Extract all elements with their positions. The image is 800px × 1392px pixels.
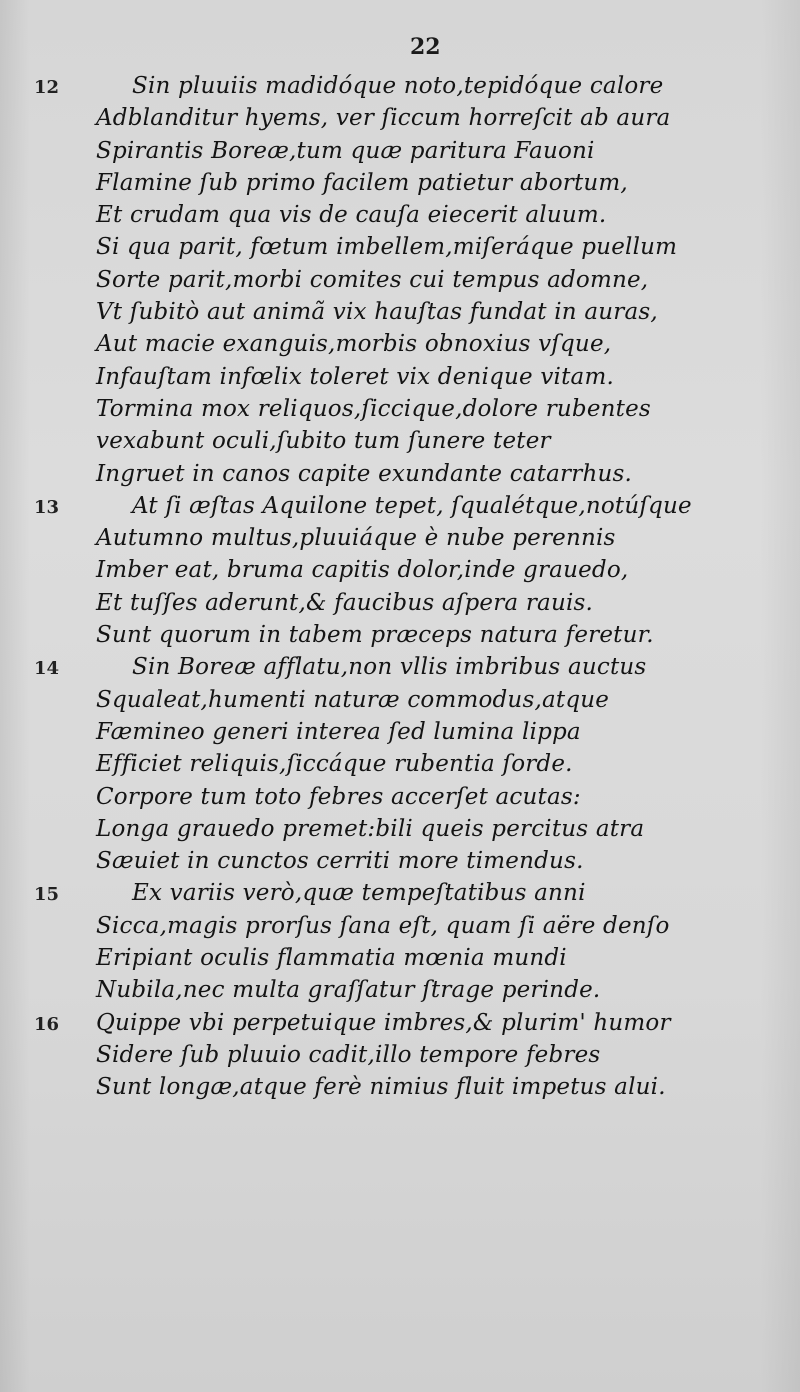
verse-line: Autumno multus,pluuiáque è nube perennis xyxy=(96,525,616,552)
verse-line: Tormina mox reliquos,ſiccique,dolore rubentes xyxy=(96,395,651,422)
verse-text-block xyxy=(0,70,800,1104)
verse-line: Flamine ſub primo facilem patietur abortum, xyxy=(96,169,628,196)
verse-row xyxy=(0,587,800,619)
verse-line: Corpore tum toto febres accerſet acutas: xyxy=(96,783,581,810)
verse-row xyxy=(0,1007,800,1039)
verse-row xyxy=(0,135,800,167)
verse-row xyxy=(0,813,800,845)
verse-line: At ſi æſtas Aquilone tepet, ſqualétque,notúſque xyxy=(132,492,692,519)
verse-line: Imber eat, bruma capitis dolor,inde grauedo, xyxy=(96,557,629,584)
verse-row xyxy=(0,264,800,296)
verse-number-marker: 15 xyxy=(34,884,60,906)
verse-row xyxy=(0,845,800,877)
verse-row xyxy=(0,877,800,909)
verse-line: Sidere ſub pluuio cadit,illo tempore febres xyxy=(96,1041,601,1068)
verse-line: vexabunt oculi,ſubito tum ſunere teter xyxy=(96,428,551,455)
verse-line: Sorte parit,morbi comites cui tempus adomne, xyxy=(96,266,649,293)
verse-line: Aut macie exanguis,morbis obnoxius vſque, xyxy=(96,331,612,358)
verse-row xyxy=(0,910,800,942)
verse-number-marker: 16 xyxy=(34,1013,60,1035)
verse-line: Longa grauedo premet:bili queis percitus atra xyxy=(96,815,645,842)
verse-line: Sunt longæ,atque ferè nimius fluit impetus alui. xyxy=(96,1074,666,1101)
verse-line: Si qua parit, fœtum imbellem,miſeráque puellum xyxy=(96,234,678,261)
verse-line: Squaleat,humenti naturæ commodus,atque xyxy=(96,686,610,713)
verse-row xyxy=(0,231,800,263)
verse-row xyxy=(0,716,800,748)
verse-line: Fæmineo generi interea ſed lumina lippa xyxy=(96,718,581,745)
verse-row xyxy=(0,393,800,425)
verse-line: Et tuſſes aderunt,& faucibus aſpera rauis. xyxy=(96,589,594,616)
verse-line: Ex variis verò,quæ tempeſtatibus anni xyxy=(132,880,586,907)
verse-line: Efficiet reliquis,ſiccáque rubentia ſorde. xyxy=(96,751,573,778)
verse-line: Vt ſubitò aut animã vix hauſtas fundat in auras, xyxy=(96,299,658,326)
verse-line: Nubila,nec multa graſſatur ſtrage perinde. xyxy=(96,977,601,1004)
verse-line: Sin Boreæ afflatu,non vllis imbribus auctus xyxy=(132,654,647,681)
verse-line: Quippe vbi perpetuique imbres,& plurim' humor xyxy=(96,1009,671,1036)
verse-row xyxy=(0,748,800,780)
verse-line: Eripiant oculis flammatia mœnia mundi xyxy=(96,945,567,972)
verse-row xyxy=(0,554,800,586)
verse-line: Sunt quorum in tabem præceps natura feretur. xyxy=(96,622,654,649)
verse-row xyxy=(0,651,800,683)
verse-row xyxy=(0,328,800,360)
verse-row xyxy=(0,199,800,231)
verse-line: Adblanditur hyems, ver ſiccum horreſcit ab aura xyxy=(96,105,671,132)
verse-row xyxy=(0,167,800,199)
verse-number-marker: 13 xyxy=(34,496,60,518)
verse-line: Ingruet in canos capite exundante catarrhus. xyxy=(96,460,632,487)
verse-number-marker: 14 xyxy=(34,658,60,680)
verse-row xyxy=(0,490,800,522)
verse-row xyxy=(0,619,800,651)
verse-line: Sicca,magis prorſus ſana eſt, quam ſi aëre denſo xyxy=(96,912,670,939)
verse-line: Infauſtam infœlix toleret vix denique vitam. xyxy=(96,363,614,390)
verse-line: Spirantis Boreæ,tum quæ paritura Fauoni xyxy=(96,137,595,164)
verse-line: Sin pluuiis madidóque noto,tepidóque calore xyxy=(132,73,664,99)
verse-row xyxy=(0,522,800,554)
verse-row xyxy=(0,425,800,457)
verse-line: Sæuiet in cunctos cerriti more timendus. xyxy=(96,848,584,875)
verse-row xyxy=(0,684,800,716)
verse-row xyxy=(0,942,800,974)
verse-row xyxy=(0,102,800,134)
verse-row xyxy=(0,361,800,393)
verse-row xyxy=(0,1071,800,1103)
verse-row xyxy=(0,296,800,328)
verse-row xyxy=(0,70,800,102)
verse-line: Et crudam qua vis de cauſa eiecerit aluum. xyxy=(96,202,607,229)
verse-row xyxy=(0,781,800,813)
verse-row xyxy=(0,458,800,490)
page-number: 22 xyxy=(410,34,441,60)
verse-row xyxy=(0,974,800,1006)
verse-number-marker: 12 xyxy=(34,77,60,98)
verse-row xyxy=(0,1039,800,1071)
